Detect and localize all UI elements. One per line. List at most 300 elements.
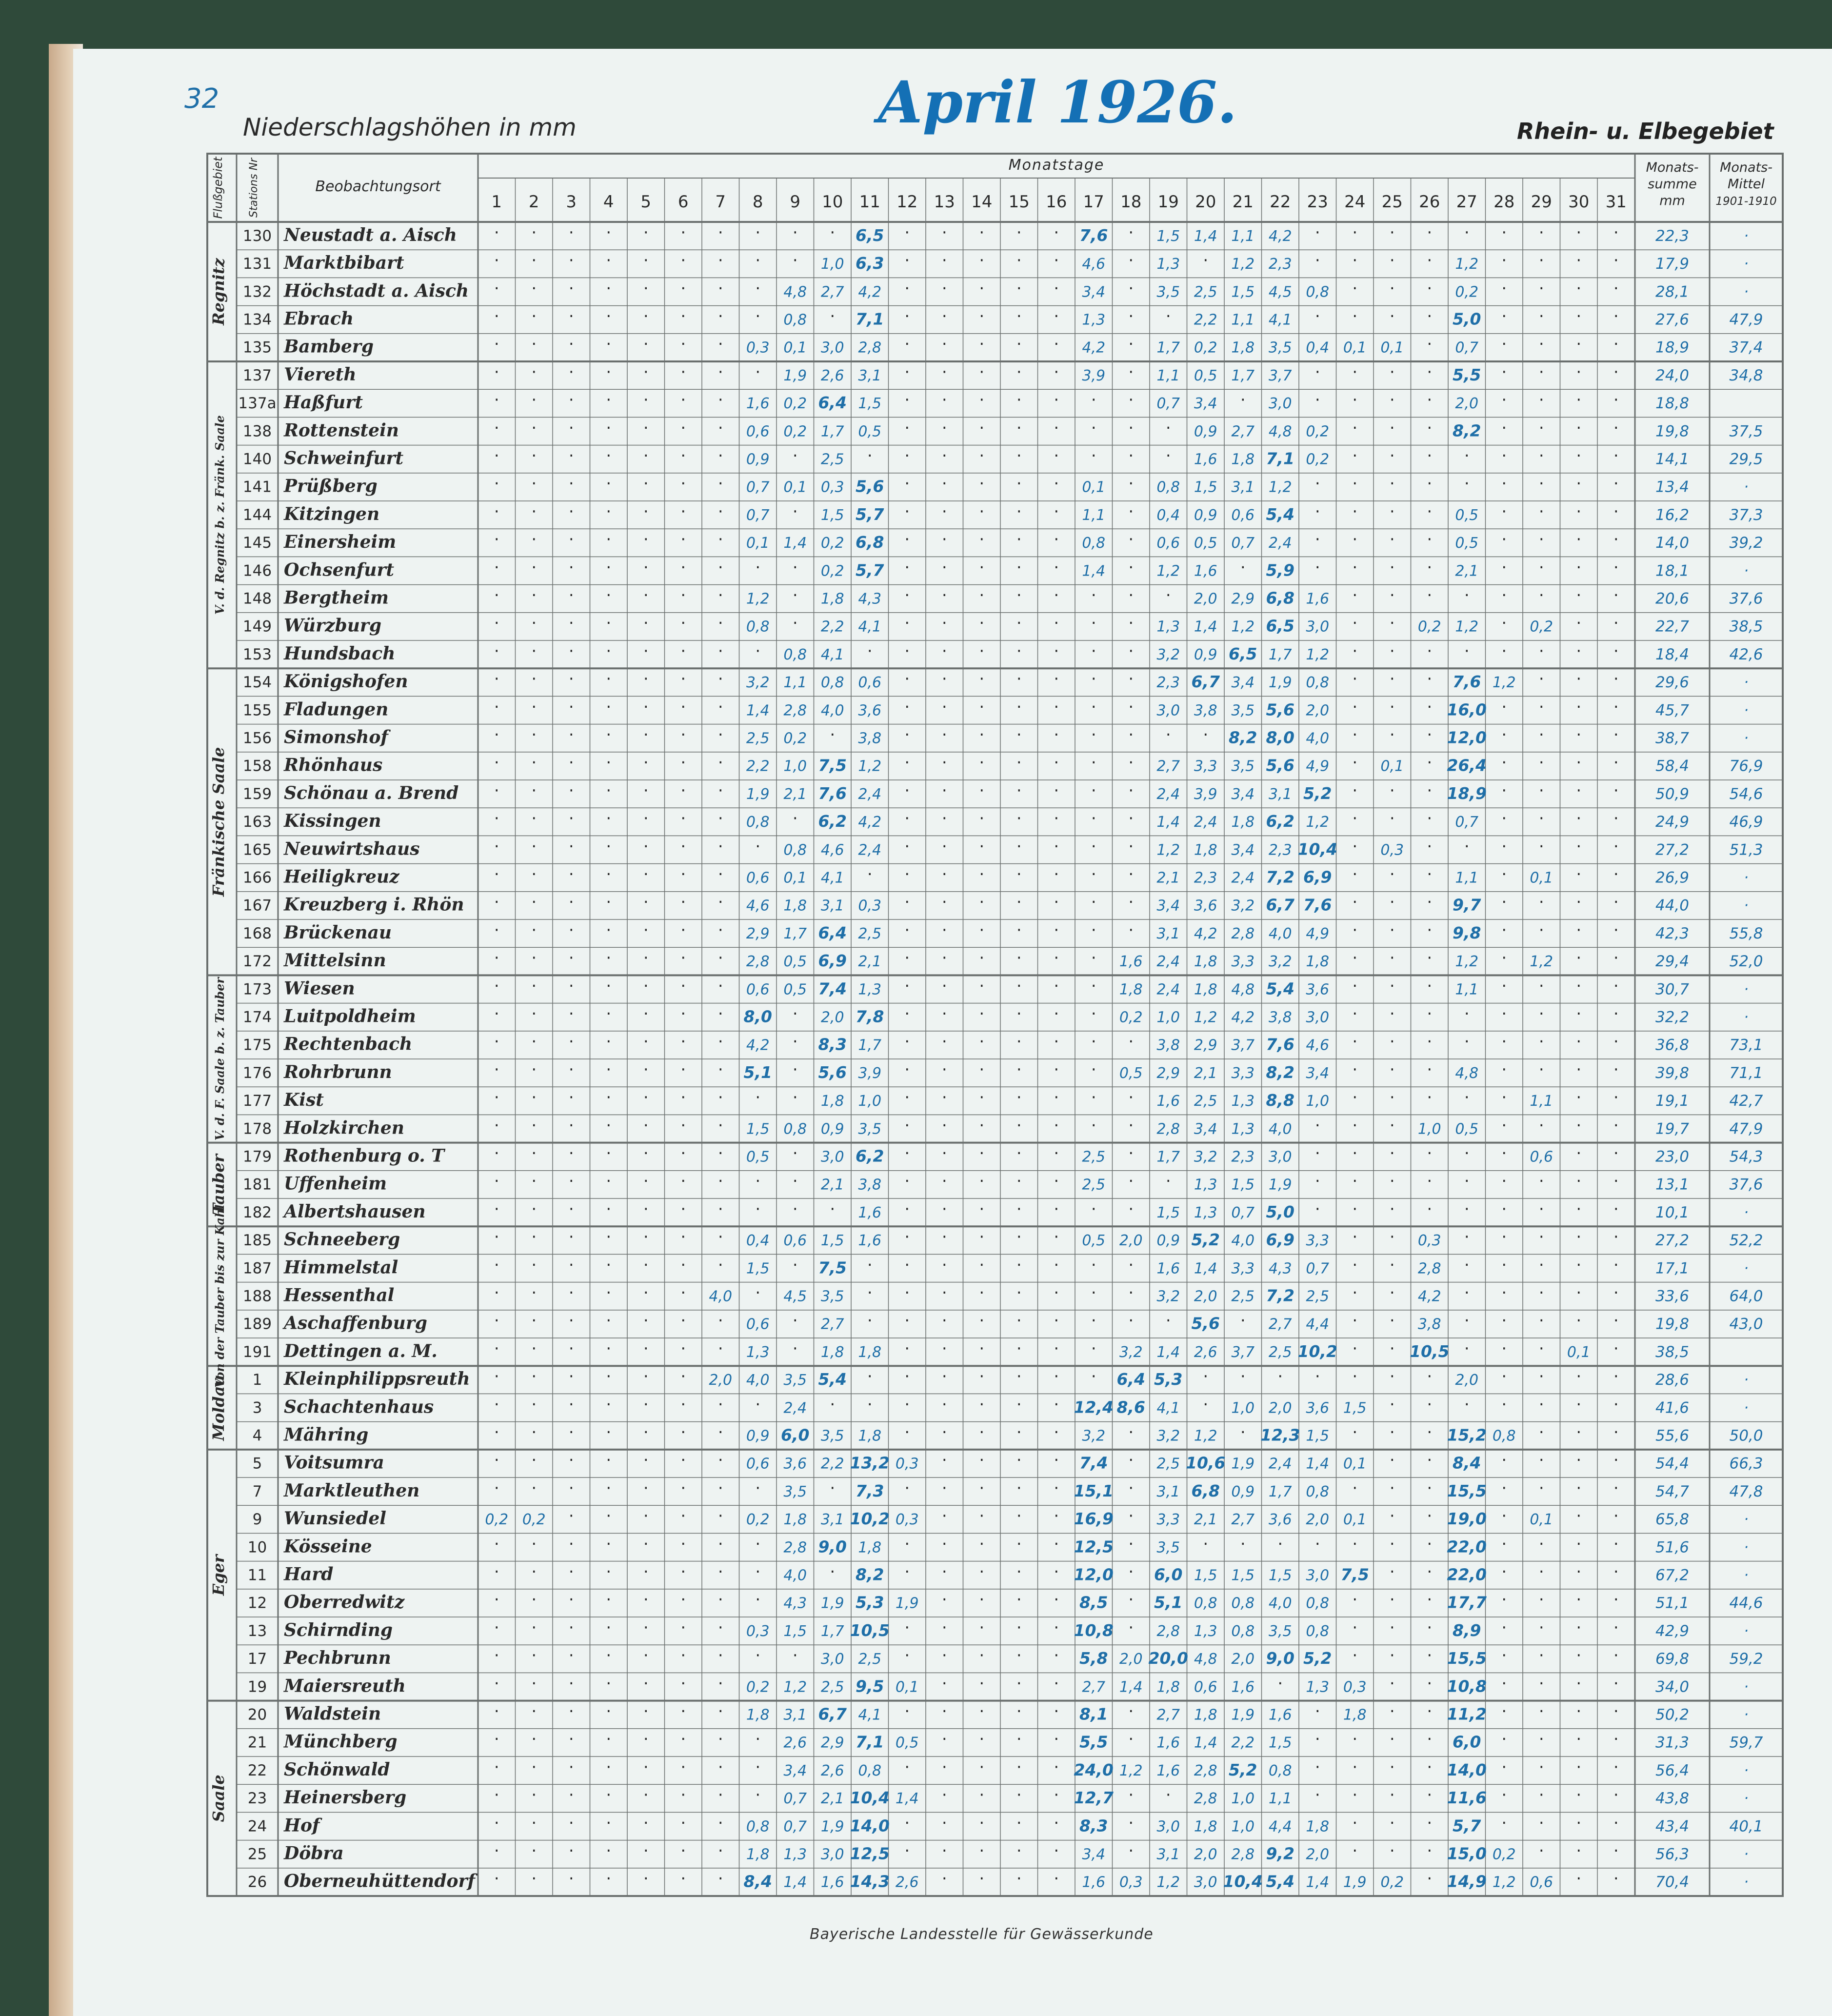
empty-dot: · <box>680 279 686 299</box>
empty-dot: · <box>1091 780 1096 800</box>
empty-dot: · <box>1576 222 1582 242</box>
empty-dot: · <box>1352 753 1358 773</box>
precip-value: 2,5 <box>1268 1343 1292 1361</box>
empty-dot: · <box>1613 1199 1619 1219</box>
empty-dot: · <box>792 251 798 271</box>
precip-value: 3,1 <box>1156 925 1180 942</box>
precip-value: 2,4 <box>1156 785 1180 803</box>
empty-dot: · <box>717 1227 723 1247</box>
empty-dot: · <box>1501 1338 1507 1358</box>
precip-value: 3,4 <box>1194 1120 1217 1138</box>
station-number: 137 <box>242 366 272 384</box>
empty-dot: · <box>1576 613 1582 633</box>
precip-value: 7,6 <box>1079 225 1108 245</box>
empty-dot: · <box>792 446 798 466</box>
empty-dot: · <box>1054 864 1059 884</box>
precip-value: 1,2 <box>1156 841 1180 859</box>
empty-dot: · <box>606 1199 612 1219</box>
precip-value: 3,5 <box>1231 758 1255 775</box>
empty-dot: · <box>531 251 537 271</box>
empty-dot: · <box>1128 1841 1134 1861</box>
empty-dot: · <box>606 1311 612 1331</box>
empty-dot: · <box>494 585 499 605</box>
empty-dot: · <box>1427 837 1433 857</box>
precip-value: 16,0 <box>1447 700 1487 719</box>
station-name: Hundsbach <box>284 643 396 664</box>
empty-dot: · <box>643 1785 649 1805</box>
precip-value: 2,5 <box>1194 1093 1217 1110</box>
empty-dot: · <box>941 753 947 773</box>
precip-value: 3,4 <box>1231 785 1255 803</box>
subtitle: Niederschlagshöhen in mm <box>243 113 577 141</box>
empty-dot: · <box>1091 1311 1096 1331</box>
precip-value: 1,5 <box>1343 1399 1367 1417</box>
empty-dot: · <box>904 1478 910 1498</box>
empty-dot: · <box>606 1395 612 1415</box>
precip-value: 0,7 <box>746 479 770 496</box>
precip-value: 8,3 <box>818 1035 847 1054</box>
precip-value: 2,8 <box>746 953 770 971</box>
empty-dot: · <box>606 1785 612 1805</box>
empty-dot: · <box>1389 613 1395 633</box>
precip-value: 7,1 <box>1266 449 1294 468</box>
empty-dot: · <box>1501 1088 1507 1108</box>
empty-dot: · <box>717 725 723 745</box>
empty-dot: · <box>494 1450 499 1470</box>
station-name: Brückenau <box>284 922 392 943</box>
precip-value: 7,3 <box>856 1481 884 1500</box>
empty-dot: · <box>606 1562 612 1582</box>
empty-dot: · <box>494 1199 499 1219</box>
empty-dot: · <box>941 1617 947 1637</box>
monthly-sum: 18,4 <box>1655 645 1690 663</box>
empty-dot: · <box>1613 1367 1619 1387</box>
empty-dot: · <box>717 558 723 578</box>
empty-dot: · <box>1427 641 1433 661</box>
precip-value: 1,8 <box>1343 1706 1367 1724</box>
empty-dot: · <box>568 1422 574 1442</box>
empty-dot: · <box>1091 864 1096 884</box>
empty-dot: · <box>606 1227 612 1247</box>
empty-dot: · <box>979 837 985 857</box>
precip-value: 0,8 <box>1231 1622 1255 1640</box>
empty-dot: · <box>1613 418 1619 438</box>
empty-dot: · <box>643 585 649 605</box>
empty-dot: · <box>531 1422 537 1442</box>
precip-value: 0,2 <box>1306 423 1330 440</box>
precip-value: 17,7 <box>1447 1593 1487 1612</box>
empty-dot: · <box>717 753 723 773</box>
empty-dot: · <box>1538 1478 1544 1498</box>
empty-dot: · <box>1054 948 1059 968</box>
empty-dot: · <box>941 1367 947 1387</box>
empty-dot: · <box>643 1338 649 1358</box>
empty-dot: · <box>531 1617 537 1637</box>
empty-dot: · <box>717 1059 723 1079</box>
precip-value: 6,9 <box>1266 1230 1294 1250</box>
monthly-sum: 18,8 <box>1655 395 1690 413</box>
empty-dot: · <box>643 334 649 354</box>
precip-value: 0,8 <box>746 1818 770 1836</box>
monthly-sum: 13,1 <box>1655 1176 1690 1194</box>
precip-value: 2,0 <box>1455 1372 1479 1389</box>
empty-dot: · <box>1576 1646 1582 1666</box>
precip-value: 0,8 <box>746 618 770 636</box>
header-day-number: 6 <box>677 192 689 212</box>
precip-value: 0,7 <box>1455 339 1479 357</box>
empty-dot: · <box>1128 1478 1134 1498</box>
empty-dot: · <box>1576 725 1582 745</box>
header-day-number: 19 <box>1157 192 1179 212</box>
precip-value: 5,1 <box>743 1062 772 1082</box>
empty-dot: · <box>1389 1199 1395 1219</box>
empty-dot: · <box>979 892 985 912</box>
empty-dot: · <box>1538 474 1544 494</box>
monthly-mean: · <box>1744 1538 1749 1557</box>
empty-dot: · <box>979 222 985 242</box>
precip-value: 0,8 <box>1082 535 1106 552</box>
station-name: Albertshausen <box>284 1201 426 1222</box>
precip-value: 3,4 <box>1194 395 1217 413</box>
empty-dot: · <box>1054 837 1059 857</box>
precip-value: 4,0 <box>1231 1232 1255 1250</box>
empty-dot: · <box>979 306 985 326</box>
station-name: Viereth <box>284 364 357 385</box>
empty-dot: · <box>755 1590 761 1610</box>
station-name: Maiersreuth <box>284 1676 406 1697</box>
precip-value: 2,8 <box>1156 1622 1180 1640</box>
empty-dot: · <box>494 501 499 521</box>
monthly-mean: · <box>1744 1678 1749 1696</box>
precip-value: 4,3 <box>858 590 882 608</box>
empty-dot: · <box>1054 558 1059 578</box>
empty-dot: · <box>1538 1534 1544 1554</box>
precip-value: 3,5 <box>820 1288 844 1305</box>
precip-value: 2,9 <box>1156 1064 1180 1082</box>
empty-dot: · <box>1389 1255 1395 1275</box>
empty-dot: · <box>1427 1534 1433 1554</box>
monthly-sum: 38,7 <box>1655 729 1690 747</box>
precip-value: 0,3 <box>895 1511 919 1529</box>
empty-dot: · <box>755 222 761 242</box>
empty-dot: · <box>1016 920 1022 940</box>
empty-dot: · <box>1054 1506 1059 1526</box>
monthly-sum: 26,9 <box>1655 869 1690 887</box>
precip-value: 1,5 <box>1231 1176 1255 1194</box>
precip-value: 1,6 <box>1082 1874 1106 1891</box>
empty-dot: · <box>717 446 723 466</box>
empty-dot: · <box>1538 1059 1544 1079</box>
empty-dot: · <box>1613 585 1619 605</box>
empty-dot: · <box>1389 1088 1395 1108</box>
precip-value: 1,8 <box>1194 981 1217 998</box>
empty-dot: · <box>1016 1813 1022 1833</box>
empty-dot: · <box>1576 1478 1582 1498</box>
empty-dot: · <box>1538 1311 1544 1331</box>
empty-dot: · <box>941 1506 947 1526</box>
precip-value: 3,8 <box>1268 1009 1292 1026</box>
precip-value: 8,5 <box>1079 1593 1108 1612</box>
empty-dot: · <box>1538 1813 1544 1833</box>
empty-dot: · <box>606 780 612 800</box>
precip-value: 7,4 <box>1079 1453 1108 1473</box>
station-name: Würzburg <box>284 615 382 636</box>
precip-value: 2,7 <box>1082 1678 1106 1696</box>
empty-dot: · <box>1352 1841 1358 1861</box>
empty-dot: · <box>1352 1367 1358 1387</box>
precip-value: 3,3 <box>1231 953 1255 971</box>
empty-dot: · <box>717 1450 723 1470</box>
precip-value: 12,5 <box>850 1844 890 1863</box>
empty-dot: · <box>531 920 537 940</box>
empty-dot: · <box>1128 251 1134 271</box>
empty-dot: · <box>568 1088 574 1108</box>
empty-dot: · <box>1016 251 1022 271</box>
monthly-mean: · <box>1744 1566 1749 1584</box>
monthly-sum: 20,6 <box>1655 590 1690 608</box>
empty-dot: · <box>1389 1674 1395 1694</box>
precip-value: 2,0 <box>1194 590 1217 608</box>
empty-dot: · <box>979 948 985 968</box>
empty-dot: · <box>606 1059 612 1079</box>
precip-value: 1,7 <box>783 925 807 942</box>
precip-value: 1,6 <box>746 395 770 413</box>
precip-value: 9,2 <box>1266 1844 1294 1863</box>
empty-dot: · <box>1314 558 1320 578</box>
empty-dot: · <box>1613 1032 1619 1052</box>
precip-value: 3,8 <box>858 1176 882 1194</box>
monthly-sum: 54,7 <box>1655 1482 1690 1500</box>
empty-dot: · <box>1352 1004 1358 1024</box>
empty-dot: · <box>531 306 537 326</box>
empty-dot: · <box>1389 279 1395 299</box>
precip-value: 9,5 <box>856 1677 884 1696</box>
empty-dot: · <box>1613 1813 1619 1833</box>
empty-dot: · <box>904 1562 910 1582</box>
precip-value: 0,5 <box>858 423 882 440</box>
precip-value: 1,6 <box>1156 1093 1180 1110</box>
empty-dot: · <box>1576 1088 1582 1108</box>
monthly-mean: 73,1 <box>1729 1036 1763 1054</box>
empty-dot: · <box>643 501 649 521</box>
empty-dot: · <box>717 1757 723 1777</box>
precip-value: 7,4 <box>818 979 847 998</box>
empty-dot: · <box>680 976 686 996</box>
empty-dot: · <box>606 1813 612 1833</box>
empty-dot: · <box>1389 1729 1395 1749</box>
precip-value: 0,2 <box>1194 339 1217 357</box>
empty-dot: · <box>568 362 574 382</box>
precip-value: 8,2 <box>1229 728 1257 747</box>
empty-dot: · <box>1352 1590 1358 1610</box>
empty-dot: · <box>568 1367 574 1387</box>
empty-dot: · <box>531 1227 537 1247</box>
station-name: Höchstadt a. Aisch <box>284 280 469 301</box>
precip-value: 7,6 <box>1266 1035 1294 1054</box>
empty-dot: · <box>494 306 499 326</box>
precip-value: 3,5 <box>1268 1622 1292 1640</box>
precip-value: 7,1 <box>856 309 884 329</box>
empty-dot: · <box>1613 474 1619 494</box>
precip-value: 1,0 <box>1417 1120 1441 1138</box>
empty-dot: · <box>792 613 798 633</box>
precip-value: 0,2 <box>746 1678 770 1696</box>
precip-value: 1,0 <box>858 1093 882 1110</box>
station-number: 145 <box>242 534 272 552</box>
empty-dot: · <box>941 1562 947 1582</box>
empty-dot: · <box>941 1171 947 1191</box>
precip-value: 0,5 <box>783 981 807 998</box>
empty-dot: · <box>1165 1785 1171 1805</box>
precip-value: 1,4 <box>783 535 807 552</box>
precip-value: 1,7 <box>1268 1483 1292 1500</box>
empty-dot: · <box>531 864 537 884</box>
precip-value: 3,0 <box>1156 1818 1180 1836</box>
empty-dot: · <box>643 1367 649 1387</box>
empty-dot: · <box>1464 1199 1470 1219</box>
empty-dot: · <box>680 251 686 271</box>
empty-dot: · <box>1613 362 1619 382</box>
empty-dot: · <box>830 1395 836 1415</box>
empty-dot: · <box>904 585 910 605</box>
empty-dot: · <box>1501 501 1507 521</box>
empty-dot: · <box>1576 279 1582 299</box>
empty-dot: · <box>717 1395 723 1415</box>
empty-dot: · <box>1054 1032 1059 1052</box>
precip-value: 5,2 <box>1303 783 1332 803</box>
station-number: 130 <box>242 227 272 245</box>
empty-dot: · <box>1576 530 1582 550</box>
empty-dot: · <box>1613 1395 1619 1415</box>
empty-dot: · <box>1054 1004 1059 1024</box>
empty-dot: · <box>680 1701 686 1721</box>
empty-dot: · <box>1389 1506 1395 1526</box>
precip-value: 2,8 <box>783 1539 807 1557</box>
empty-dot: · <box>1613 780 1619 800</box>
empty-dot: · <box>494 1395 499 1415</box>
precip-value: 1,2 <box>1455 953 1479 971</box>
empty-dot: · <box>904 222 910 242</box>
empty-dot: · <box>643 976 649 996</box>
empty-dot: · <box>830 1199 836 1219</box>
empty-dot: · <box>717 1004 723 1024</box>
empty-dot: · <box>1091 1255 1096 1275</box>
empty-dot: · <box>531 948 537 968</box>
monthly-sum: 44,0 <box>1655 897 1690 915</box>
empty-dot: · <box>531 753 537 773</box>
empty-dot: · <box>1054 1729 1059 1749</box>
precip-value: 0,8 <box>746 814 770 831</box>
empty-dot: · <box>1538 809 1544 829</box>
precip-value: 3,0 <box>1156 702 1180 719</box>
empty-dot: · <box>755 1534 761 1554</box>
empty-dot: · <box>1165 446 1171 466</box>
station-name: Rhönhaus <box>284 755 383 776</box>
station-number: 176 <box>242 1064 272 1082</box>
empty-dot: · <box>941 780 947 800</box>
empty-dot: · <box>1314 251 1320 271</box>
precip-value: 2,0 <box>1231 1651 1255 1668</box>
precip-value: 0,6 <box>746 1316 770 1333</box>
precip-value: 1,7 <box>820 1622 844 1640</box>
precip-value: 7,8 <box>856 1007 884 1026</box>
empty-dot: · <box>1016 1701 1022 1721</box>
empty-dot: · <box>1613 948 1619 968</box>
empty-dot: · <box>531 558 537 578</box>
empty-dot: · <box>792 1199 798 1219</box>
precip-value: 5,3 <box>1154 1370 1183 1389</box>
empty-dot: · <box>1240 558 1246 578</box>
precip-value: 1,9 <box>783 367 807 384</box>
empty-dot: · <box>680 222 686 242</box>
precip-value: 3,9 <box>1082 367 1106 384</box>
empty-dot: · <box>979 1674 985 1694</box>
precip-value: 2,0 <box>1194 1288 1217 1305</box>
monthly-sum: 19,1 <box>1655 1092 1690 1110</box>
precip-value: 1,4 <box>895 1790 919 1808</box>
monthly-sum: 13,4 <box>1655 478 1690 496</box>
empty-dot: · <box>568 1729 574 1749</box>
empty-dot: · <box>1314 1143 1320 1163</box>
precip-value: 6,0 <box>781 1425 810 1445</box>
precip-value: 4,8 <box>1268 423 1292 440</box>
precip-value: 5,4 <box>818 1370 847 1389</box>
empty-dot: · <box>1501 641 1507 661</box>
empty-dot: · <box>643 1646 649 1666</box>
precip-value: 3,1 <box>858 367 882 384</box>
empty-dot: · <box>1352 1646 1358 1666</box>
empty-dot: · <box>755 1785 761 1805</box>
precip-value: 1,8 <box>858 1343 882 1361</box>
empty-dot: · <box>1389 530 1395 550</box>
precip-value: 3,2 <box>1231 897 1255 915</box>
empty-dot: · <box>1054 1255 1059 1275</box>
empty-dot: · <box>979 809 985 829</box>
empty-dot: · <box>531 1450 537 1470</box>
empty-dot: · <box>1054 390 1059 410</box>
empty-dot: · <box>531 892 537 912</box>
precip-value: 0,1 <box>1380 339 1404 357</box>
station-name: Kissingen <box>284 811 381 832</box>
empty-dot: · <box>1352 1757 1358 1777</box>
empty-dot: · <box>717 1338 723 1358</box>
header-mean: 1901-1910 <box>1715 195 1777 208</box>
precip-value: 1,9 <box>895 1595 919 1612</box>
empty-dot: · <box>904 753 910 773</box>
header-day-number: 30 <box>1568 192 1590 212</box>
empty-dot: · <box>643 1116 649 1136</box>
precip-value: 2,8 <box>1231 1846 1255 1863</box>
header-day-number: 8 <box>752 192 763 212</box>
station-number: 12 <box>247 1594 267 1612</box>
precip-value: 2,4 <box>858 785 882 803</box>
precip-value: 6,8 <box>1266 588 1294 608</box>
empty-dot: · <box>1240 1367 1246 1387</box>
monthly-sum: 45,7 <box>1655 701 1690 719</box>
empty-dot: · <box>1576 1674 1582 1694</box>
empty-dot: · <box>1128 892 1134 912</box>
empty-dot: · <box>1165 1171 1171 1191</box>
empty-dot: · <box>1613 1590 1619 1610</box>
precip-value: 0,8 <box>1231 1595 1255 1612</box>
empty-dot: · <box>494 1367 499 1387</box>
empty-dot: · <box>1538 501 1544 521</box>
header-day-number: 4 <box>603 192 614 212</box>
empty-dot: · <box>1277 1674 1283 1694</box>
empty-dot: · <box>643 1506 649 1526</box>
precip-value: 4,0 <box>820 702 844 719</box>
empty-dot: · <box>904 669 910 689</box>
